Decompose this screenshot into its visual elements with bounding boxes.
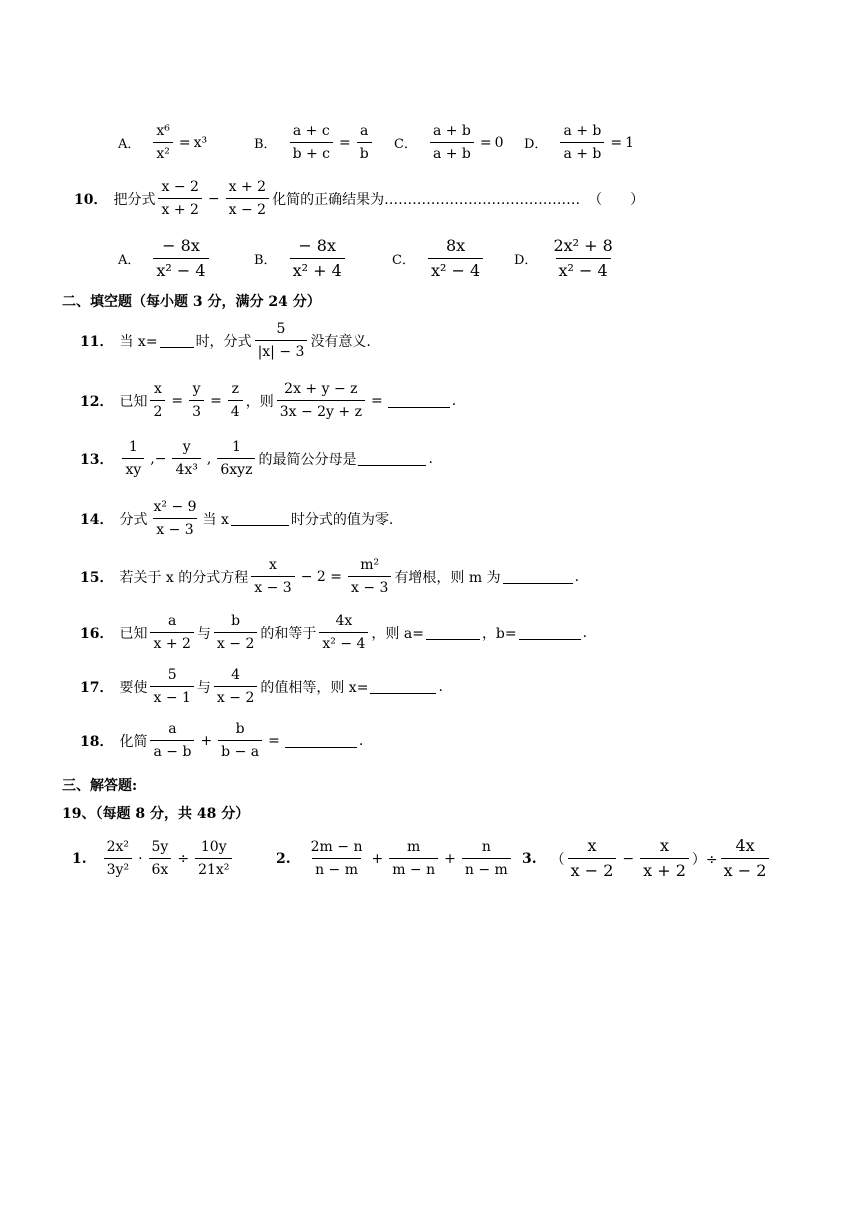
fraction: $\frac{4}{x - 2}$ (214, 666, 257, 707)
question-number: 17． (80, 679, 114, 696)
q10-option-a (118, 236, 212, 281)
fraction: $\frac{y}{\text{4x³}}$ (172, 438, 200, 479)
answer-blank[interactable] (503, 569, 573, 584)
option-label: A． (118, 137, 141, 152)
q9-option-a: A． $\frac{\text{x⁶}}{\text{x²}}$ = x³ (118, 123, 208, 162)
answer-blank-a[interactable] (426, 625, 480, 640)
problem-label: 2. (276, 850, 291, 867)
answer-blank[interactable] (160, 333, 194, 348)
fraction: $\frac{\text{x⁶}}{\text{x²}}$ (153, 122, 173, 163)
q9-option-c: C． $\frac{a + b}{a + b}$ = 0 (394, 123, 504, 162)
answer-blank[interactable] (388, 393, 450, 408)
section-heading-fill-in: 二、填空题（每小题 3 分，满分 24 分） (62, 294, 321, 310)
q12: 12． 已知 $\frac{x}{2}$ = $\frac{y}{3}$ = $\frac{z}{4}$ ，则 $\frac{2x + y - z}{3x - 2y + z}$ = . (80, 381, 457, 420)
fraction: $\frac{a}{b}$ (357, 122, 372, 163)
option-label: C． (394, 137, 417, 152)
answer-blank[interactable] (285, 733, 357, 748)
question-number: 16． (80, 625, 114, 642)
fraction: $\frac{x + 2}{x - 2}$ (226, 178, 269, 219)
answer-blank[interactable] (231, 511, 289, 526)
q16: 16． 已知 $\frac{a}{x + 2}$ 与 $\frac{b}{x - 2}$ 的和等于 $\frac{4x}{\text{x² − 4}}$ ，则 a= ，b= . (80, 613, 588, 652)
fraction: $\frac{z}{4}$ (228, 380, 243, 421)
fraction: $\frac{a + b}{a + b}$ (560, 122, 604, 163)
question-number: 12． (80, 393, 114, 410)
option-label: B． (254, 253, 277, 268)
q17: 17． 要使 $\frac{5}{x - 1}$ 与 $\frac{4}{x - 2}$ 的值相等，则 x= . (80, 667, 443, 706)
fraction: $\frac{\text{m²}}{x - 3}$ (348, 556, 391, 597)
option-label: D． (524, 137, 548, 152)
fraction: $\frac{x}{2}$ (150, 380, 165, 421)
problem-label: 3. (522, 850, 537, 867)
fraction: $\frac{5}{|x| - 3}$ (255, 320, 308, 361)
q11: 11． 当 x= 时，分式 $\frac{5}{|x| - 3}$ 没有意义. (80, 321, 371, 360)
fraction: $\frac{4x}{x - 2}$ (721, 836, 770, 881)
fraction: $\frac{- 8x}{\text{x² − 4}}$ (153, 236, 208, 281)
question-number: 13． (80, 451, 114, 468)
fraction: $\frac{x}{x - 2}$ (568, 836, 617, 881)
fraction: $\frac{x - 2}{x + 2}$ (158, 178, 201, 219)
q10-option-c (392, 236, 486, 281)
fraction: $\frac{a}{a - b}$ (150, 720, 194, 761)
fraction: $\frac{a + b}{a + b}$ (430, 122, 474, 163)
question-number: 11． (80, 333, 114, 350)
fraction: $\frac{x}{x + 2}$ (640, 836, 689, 881)
fraction: $\frac{10y}{\text{21x²}}$ (195, 838, 232, 879)
answer-blank[interactable] (358, 451, 426, 466)
fraction: $\frac{y}{3}$ (189, 380, 204, 421)
fraction: $\frac{4x}{\text{x² − 4}}$ (319, 612, 368, 653)
fraction: $\frac{a + c}{b + c}$ (290, 122, 333, 163)
question-number: 10． (74, 191, 108, 208)
answer-bracket: （ ） (588, 191, 645, 208)
q10-stem: 10． 把分式 $\frac{x - 2}{x + 2}$ − $\frac{x + 2}{x - 2}$ 化简的正确结果为…………………………………… （ ） (74, 179, 645, 218)
q19-header: 19、（每题 8 分，共 48 分） (62, 806, 250, 822)
q10-option-d (514, 236, 619, 281)
fraction: $\frac{x}{x - 3}$ (251, 556, 294, 597)
fraction: $\frac{\text{x² − 9}}{x - 3}$ (153, 499, 197, 538)
q14: 14． 分式 $\frac{\text{x² − 9}}{x - 3}$ 当 x 时分式的值为零. (80, 499, 394, 538)
fraction: $\frac{1}{\text{6xyz}}$ (217, 438, 255, 479)
fraction: $\frac{5}{x - 1}$ (150, 666, 193, 707)
option-label: C． (392, 253, 415, 268)
section-heading-solve: 三、解答题: (62, 778, 138, 794)
fraction: $\frac{n}{n - m}$ (462, 838, 511, 879)
fraction: $\frac{- 8x}{\text{x² + 4}}$ (290, 236, 345, 281)
fraction: $\frac{5y}{6x}$ (149, 838, 172, 879)
question-number: 15． (80, 569, 114, 586)
q10-option-b (254, 236, 348, 281)
answer-blank-b[interactable] (519, 625, 581, 640)
q15: 15． 若关于 x 的分式方程 $\frac{x}{x - 3}$ − 2 = $\frac{\text{m²}}{x - 3}$ 有增根，则 m 为 . (80, 557, 580, 596)
option-label: D． (514, 253, 538, 268)
fraction: $\frac{1}{xy}$ (122, 438, 144, 479)
option-label: A． (118, 253, 141, 268)
problem-label: 1. (72, 850, 87, 867)
fraction: $\frac{2m - n}{n - m}$ (310, 839, 363, 878)
q9-option-d: D． $\frac{a + b}{a + b}$ = 1 (524, 123, 635, 162)
q19-problem-2: 2. $\frac{2m - n}{n - m}$ + $\frac{m}{m - n}$ + $\frac{n}{n - m}$ (276, 838, 514, 879)
option-label: B． (254, 137, 277, 152)
fraction: $\frac{b}{b - a}$ (218, 720, 262, 761)
fraction: $\frac{b}{x - 2}$ (214, 612, 257, 653)
question-number: 18． (80, 733, 114, 750)
q19-problem-1: 1. $\frac{\text{2x²}}{\text{3y²}}$ · $\frac{5y}{6x}$ ÷ $\frac{10y}{\text{21x²}}$ (72, 838, 235, 879)
fraction: $\frac{\text{2x² + 8}}{\text{x² − 4}}$ (553, 236, 613, 280)
fraction: $\frac{\text{2x²}}{\text{3y²}}$ (104, 838, 132, 879)
fraction: $\frac{2x + y - z}{3x - 2y + z}$ (277, 380, 365, 421)
q19-problem-3: 3. （ $\frac{x}{x - 2}$ − $\frac{x}{x + 2}$ ）÷ $\frac{4x}{x - 2}$ (522, 836, 772, 881)
q13: 13． $\frac{1}{xy}$ ,− $\frac{y}{\text{4x³}}$ , $\frac{1}{\text{6xyz}}$ 的最简公分母是 . (80, 439, 433, 478)
fraction: $\frac{m}{m - n}$ (389, 838, 438, 879)
q9-option-b: B． $\frac{a + c}{b + c}$ = $\frac{a}{b}$ (254, 122, 375, 163)
fraction: $\frac{a}{x + 2}$ (150, 612, 193, 653)
q18: 18． 化简 $\frac{a}{a - b}$ + $\frac{b}{b - a}$ = . (80, 721, 364, 760)
question-number: 14． (80, 511, 114, 528)
fraction: $\frac{8x}{\text{x² − 4}}$ (428, 236, 483, 281)
answer-blank[interactable] (370, 679, 436, 694)
